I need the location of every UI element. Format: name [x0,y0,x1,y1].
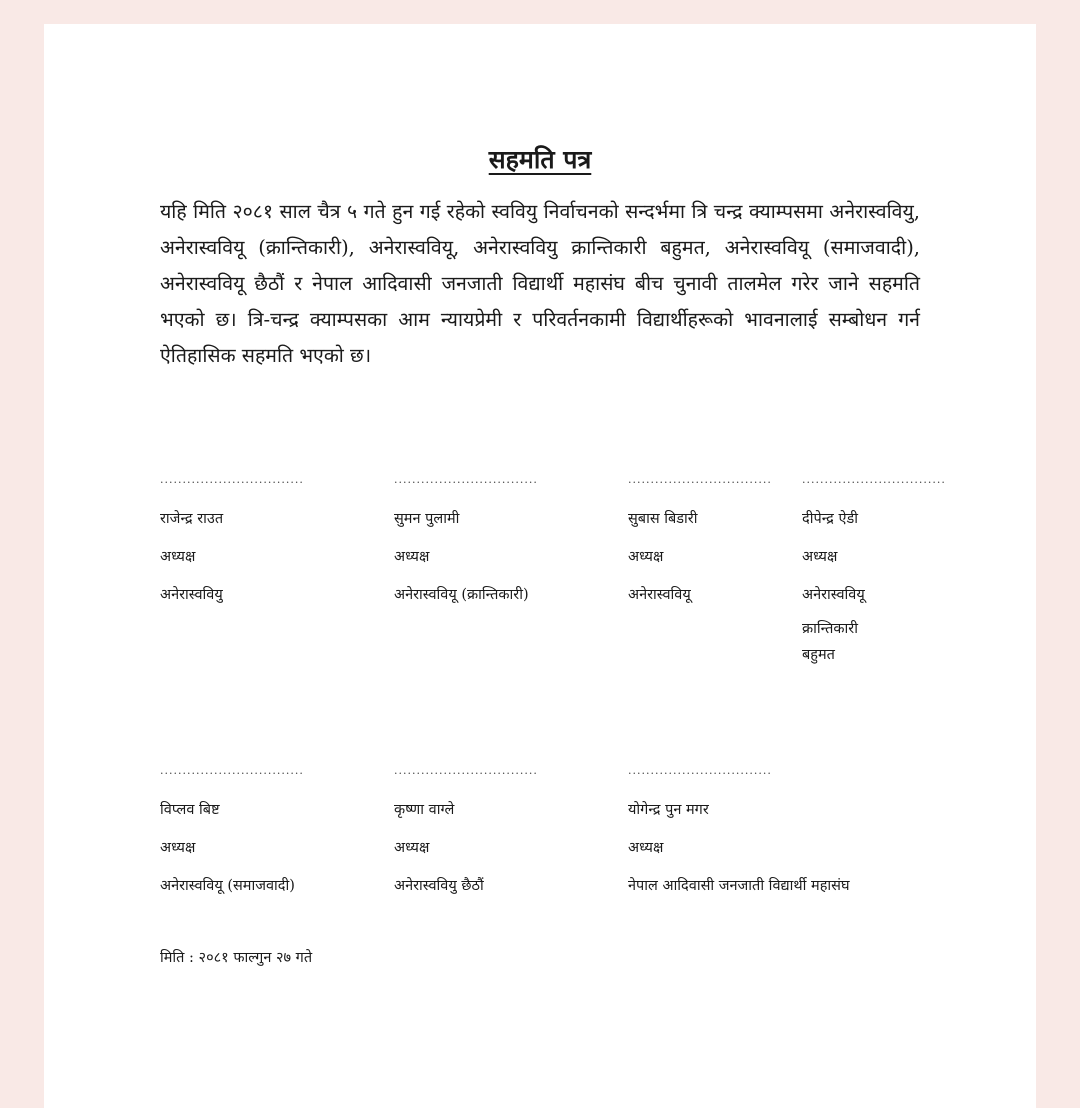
signature-block [628,761,948,899]
signatory-role: अध्यक्ष [160,549,196,565]
signature-line: ................................ [160,764,304,777]
signatory-name: सुमन पुलामी [394,511,460,527]
signature-line: ................................ [394,473,538,486]
signature-line: ................................ [802,473,946,486]
signatory-name: सुबास बिडारी [628,511,698,527]
signature-line: ................................ [394,764,538,777]
document-date: मिति : २०८१ फाल्गुन २७ गते [160,950,313,966]
signatory-organization-detail: क्रान्तिकारी बहुमत [802,621,858,663]
signatory-name: दीपेन्द्र ऐडी [802,511,859,527]
signatory-name: विप्लव बिष्ट [160,802,220,818]
signature-line: ................................ [160,473,304,486]
signatory-role: अध्यक्ष [802,549,838,565]
signature-line: ................................ [628,764,772,777]
signatory-name: राजेन्द्र राउत [160,511,224,527]
signatory-role: अध्यक्ष [394,840,430,856]
signatory-role: अध्यक्ष [160,840,196,856]
signature-line: ................................ [628,473,772,486]
agreement-paragraph: यहि मिति २०८१ साल चैत्र ५ गते हुन गई रहेको स्ववियु निर्वाचनको सन्दर्भमा त्रि चन्द्र क्याम्पसमा अनेरास्ववियु, अनेरास्ववियू (क्रान्तिकारी), अनेरास्ववियू, अनेरास्ववियु क्रान्तिकारी बहुमत, अनेरास्ववियू (समाजवादी), अनेरास्ववियू छैठौं र नेपाल आदिवासी जनजाती विद्यार्थी महासंघ बीच चुनावी तालमेल गरेर जाने सहमति भएको छ। त्रि-चन्द्र क्याम्पसका आम न्यायप्रेमी र परिवर्तनकामी विद्यार्थीहरूको भावनालाई सम्बोधन गर्न ऐतिहासिक सहमति भएको छ। [160,200,920,367]
signatory-role: अध्यक्ष [394,549,430,565]
signature-block [394,761,604,899]
signature-block [160,470,310,608]
signatory-organization: अनेरास्ववियू [628,587,691,603]
signatory-organization: अनेरास्ववियू (समाजवादी) [160,878,295,894]
document-title-text: सहमति पत्र [488,145,592,174]
signatory-name: कृष्णा वाग्ले [394,802,455,818]
signature-block [160,761,370,899]
signatory-role: अध्यक्ष [628,549,664,565]
signatory-organization: अनेरास्ववियु छैठौं [394,878,484,894]
document-title [0,140,1080,180]
signatory-organization: अनेरास्ववियु [160,587,223,603]
signature-block [628,470,778,608]
signatory-role: अध्यक्ष [628,840,664,856]
signatory-name: योगेन्द्र पुन मगर [628,802,709,818]
signatory-organization: अनेरास्ववियू (क्रान्तिकारी) [394,587,529,603]
signature-block [802,470,946,668]
signatory-organization: अनेरास्ववियू [802,587,865,603]
signatory-organization: नेपाल आदिवासी जनजाती विद्यार्थी महासंघ [628,878,850,894]
signature-block [394,470,604,608]
